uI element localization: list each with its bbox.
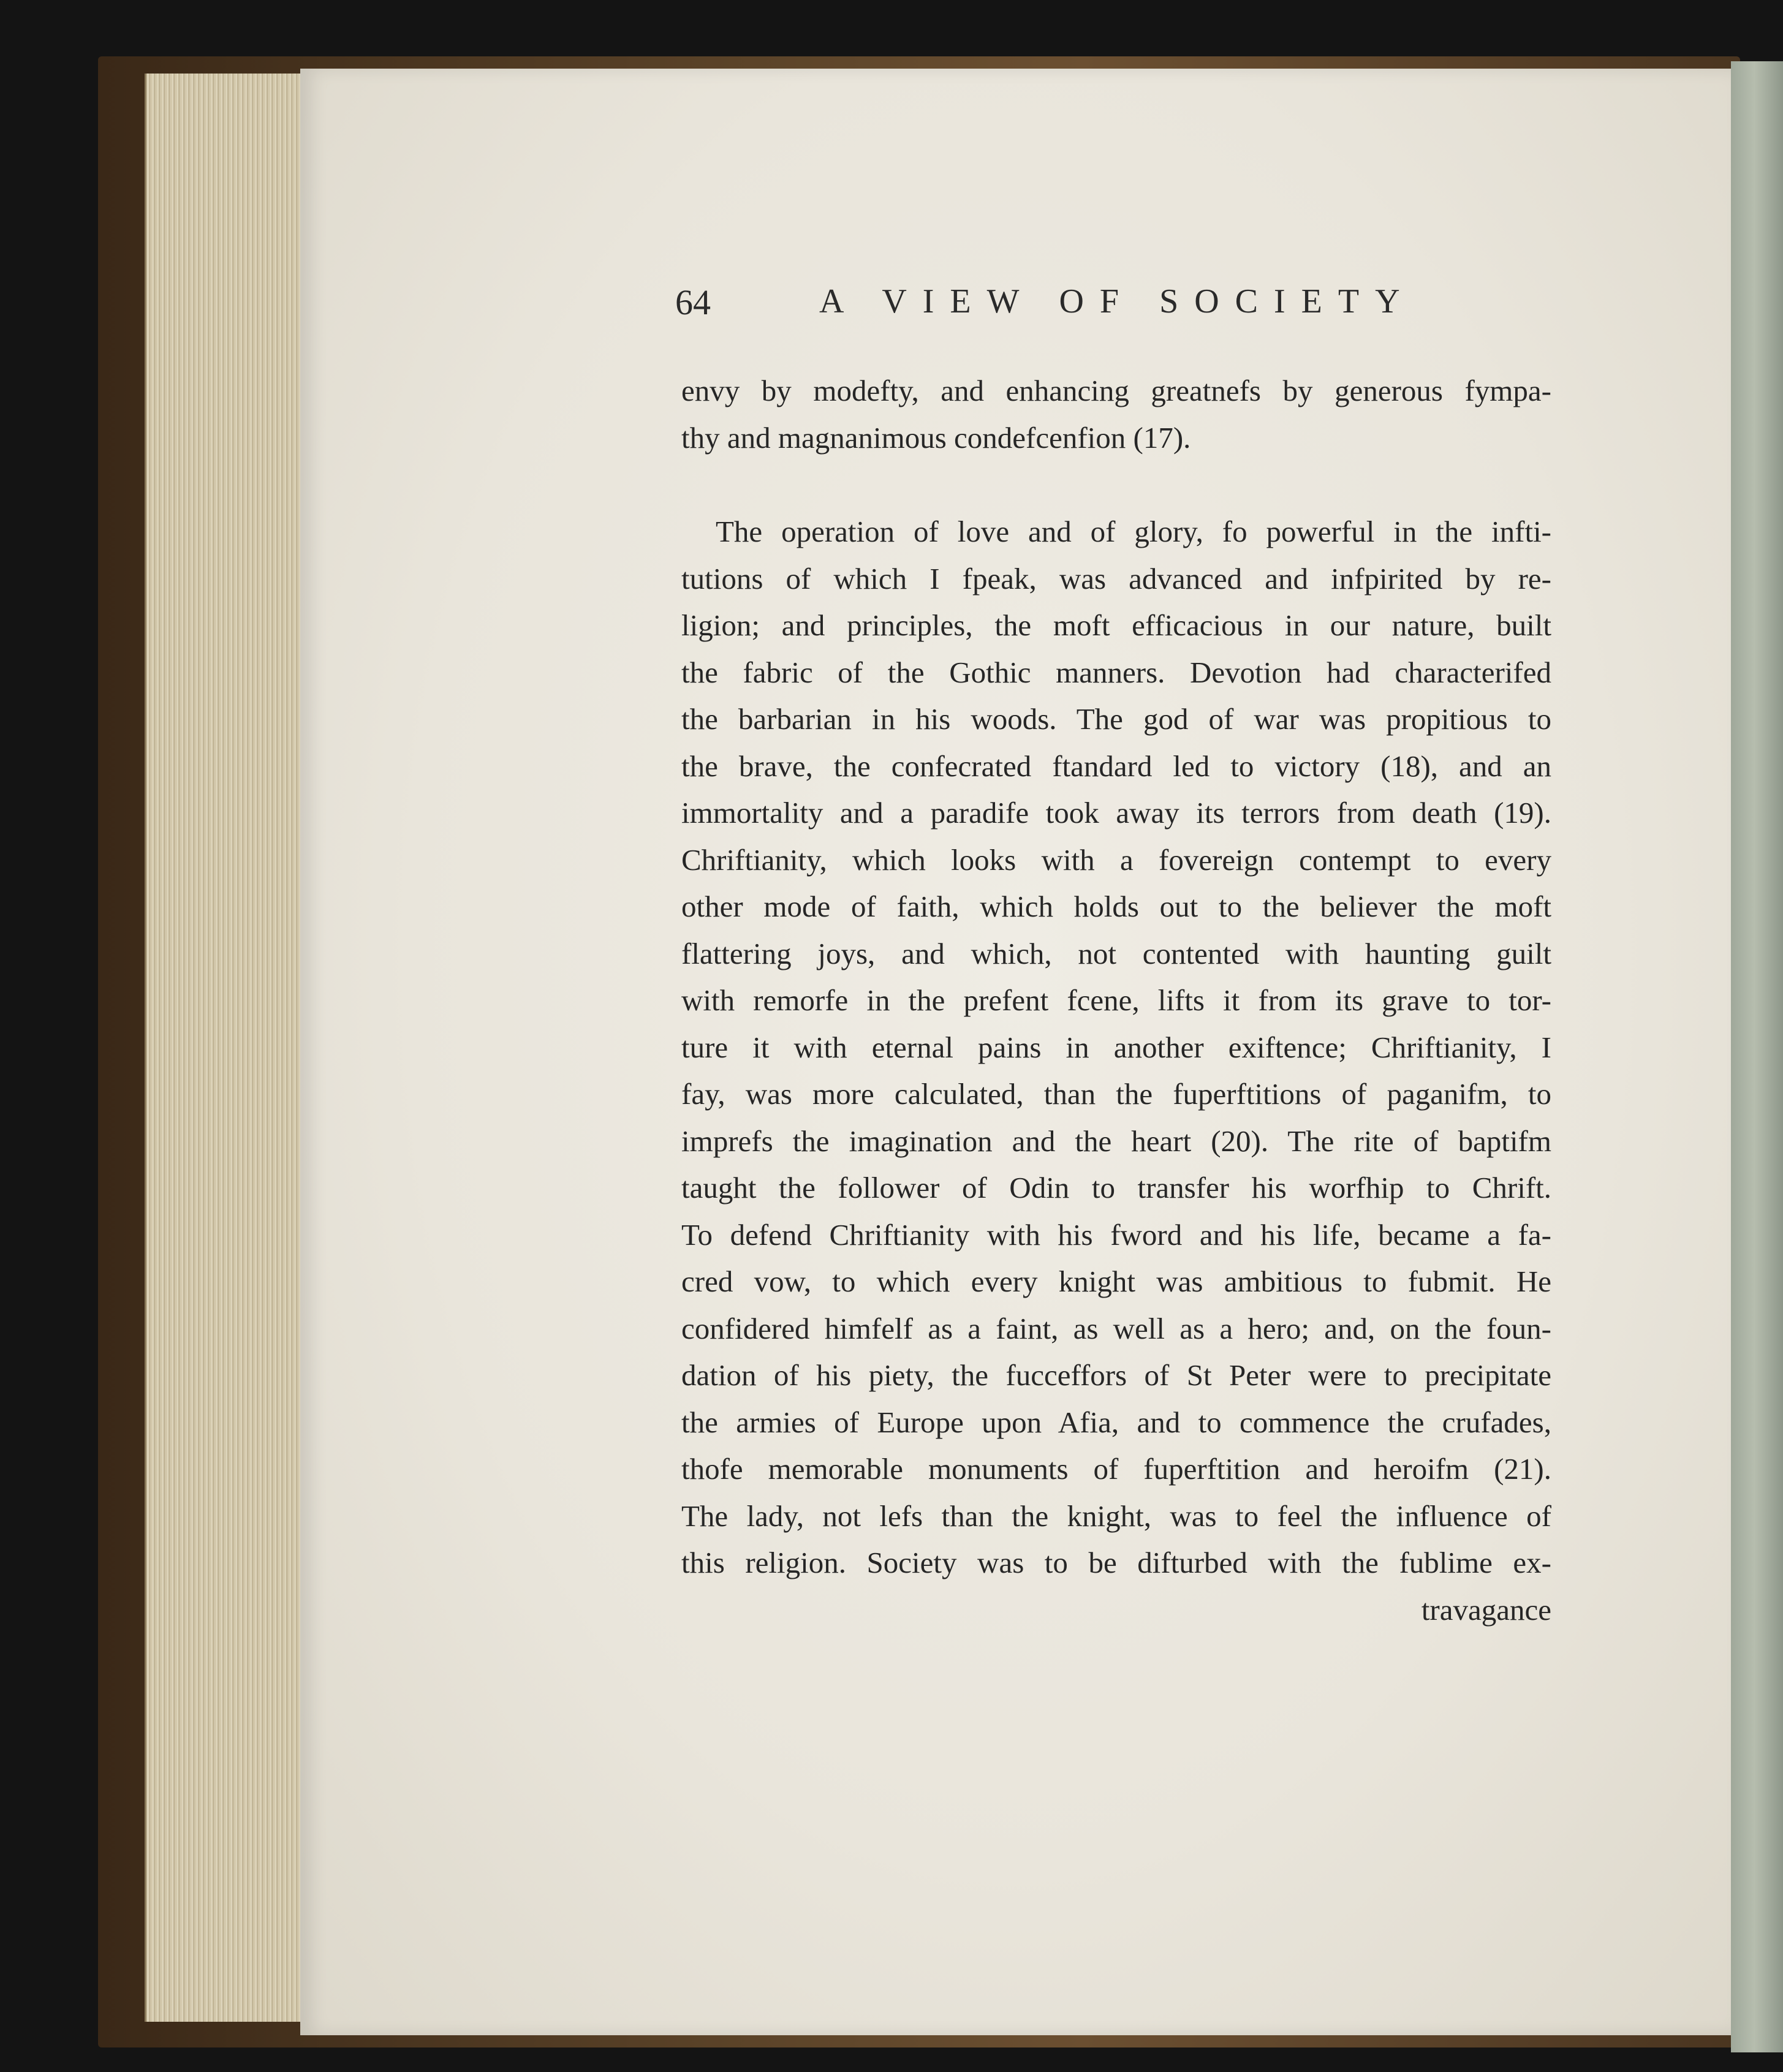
text-line: thofe memorable monuments of fuperftition and heroifm (21). [681,1452,1551,1486]
catchword: travagance [1421,1592,1551,1627]
text-line: the brave, the confecrated ftandard led to victory (18), and an [681,749,1551,783]
text-line: The lady, not lefs than the knight, was to feel the influence of [681,1499,1551,1533]
page-header [675,282,1435,337]
text-line: The operation of love and of glory, fo powerful in the infti- [716,515,1551,548]
text-line: the barbarian in his woods. The god of war was propitious to [681,702,1551,736]
text-line: the armies of Europe upon Afia, and to commence the crufades, [681,1405,1551,1439]
text-line: To defend Chriftianity with his fword and his life, became a fa- [681,1217,1551,1252]
text-line: dation of his piety, the fucceffors of St Peter were to precipitate [681,1358,1551,1392]
running-title: A VIEW OF SOCIETY [819,282,1416,320]
facing-page-edge [1731,61,1783,2052]
text-line: confidered himfelf as a faint, as well as a hero; and, on the foun- [681,1311,1551,1345]
text-line: with remorfe in the prefent fcene, lifts it from its grave to tor- [681,983,1551,1017]
text-line: the fabric of the Gothic manners. Devotion had characterifed [681,655,1551,689]
text-line: cred vow, to which every knight was ambitious to fubmit. He [681,1265,1551,1298]
text-line: imprefs the imagination and the heart (20). The rite of baptifm [681,1124,1551,1158]
text-line: thy and magnanimous condefcenfion (17). [681,420,1191,455]
text-line: Chriftianity, which looks with a fovereign contempt to every [681,842,1551,877]
text-line: fay, was more calculated, than the fuperftitions of paganifm, to [681,1077,1551,1111]
text-line: this religion. Society was to be difturbed with the fublime ex- [681,1546,1551,1579]
text-line: tutions of which I fpeak, was advanced and infpirited by re- [681,561,1551,596]
text-line: envy by modefty, and enhancing greatnefs by generous fympa- [681,374,1551,407]
text-line: flattering joys, and which, not contented with haunting guilt [681,936,1551,970]
text-line: ligion; and principles, the moft efficacious in our nature, built [681,608,1551,642]
text-line: taught the follower of Odin to transfer his worfhip to Chrift. [681,1171,1551,1204]
paragraph-gap [681,461,1551,509]
text-line: ture it with eternal pains in another exiftence; Chriftianity, I [681,1030,1551,1064]
text-line: other mode of faith, which holds out to the believer the moft [681,890,1551,923]
page-number: 64 [675,282,711,322]
body-text [681,368,1551,1633]
text-line: immortality and a paradife took away its terrors from death (19). [681,796,1551,830]
page-edges [145,74,307,2022]
